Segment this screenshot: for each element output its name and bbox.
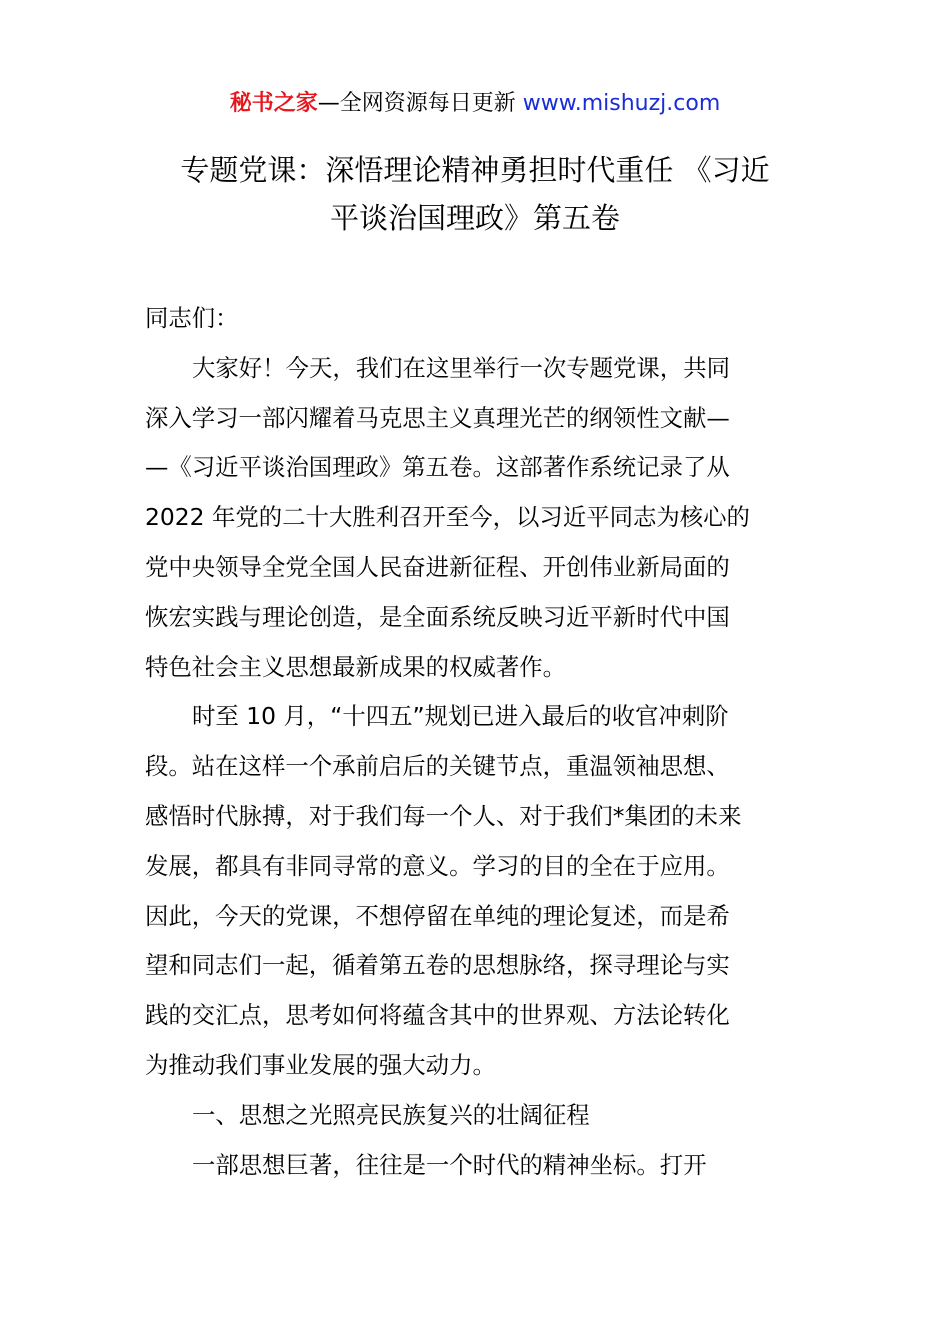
document-title: [140, 146, 810, 242]
site-brand: 秘书之家: [229, 91, 318, 116]
paragraph-line: 特色社会主义思想最新成果的权威著作。: [145, 652, 567, 681]
paragraph-line: 时至 10 月，“十四五”规划已进入最后的收官冲刺阶: [192, 702, 729, 731]
paragraph-line: 望和同志们一起，循着第五卷的思想脉络，探寻理论与实: [145, 951, 730, 980]
title-line: 平谈治国理政》第五卷: [329, 201, 620, 235]
paragraph-line: 党中央领导全党全国人民奋进新征程、开创伟业新局面的: [145, 552, 730, 581]
paragraph-line: 段。站在这样一个承前启后的关键节点，重温领袖思想、: [145, 752, 730, 781]
paragraph-line: 2022 年党的二十大胜利召开至今，以习近平同志为核心的: [145, 503, 750, 532]
paragraph-line: 感悟时代脉搏，对于我们每一个人、对于我们*集团的未来: [145, 801, 742, 830]
site-header: [0, 88, 950, 120]
paragraph: [145, 1141, 810, 1191]
paragraph-line: 发展，都具有非同寻常的意义。学习的目的全在于应用。: [145, 851, 730, 880]
paragraph-line: 一部思想巨著，往往是一个时代的精神坐标。打开: [192, 1150, 707, 1179]
paragraph-line: —《习近平谈治国理政》第五卷。这部著作系统记录了从: [145, 453, 730, 482]
paragraph-line: 为推动我们事业发展的强大动力。: [145, 1050, 496, 1079]
paragraph-line: 大家好！今天，我们在这里举行一次专题党课，共同: [192, 353, 730, 382]
site-url-link[interactable]: www.mishuzj.com: [522, 91, 721, 116]
title-line: 专题党课：深悟理论精神勇担时代重任 《习近: [180, 153, 770, 187]
section-heading: 一、思想之光照亮民族复兴的壮阔征程: [192, 1100, 590, 1129]
paragraph-line: 践的交汇点，思考如何将蕴含其中的世界观、方法论转化: [145, 1001, 730, 1030]
paragraph: [145, 344, 810, 693]
salutation: 同志们：: [145, 304, 239, 332]
paragraph-line: 恢宏实践与理论创造，是全面系统反映习近平新时代中国: [145, 602, 730, 631]
paragraph: [145, 692, 810, 1090]
site-slogan: —全网资源每日更新: [317, 91, 523, 116]
document-body: [145, 294, 810, 1190]
paragraph-line: 深入学习一部闪耀着马克思主义真理光芒的纲领性文献—: [145, 403, 730, 432]
paragraph-line: 因此，今天的党课，不想停留在单纯的理论复述，而是希: [145, 901, 730, 930]
